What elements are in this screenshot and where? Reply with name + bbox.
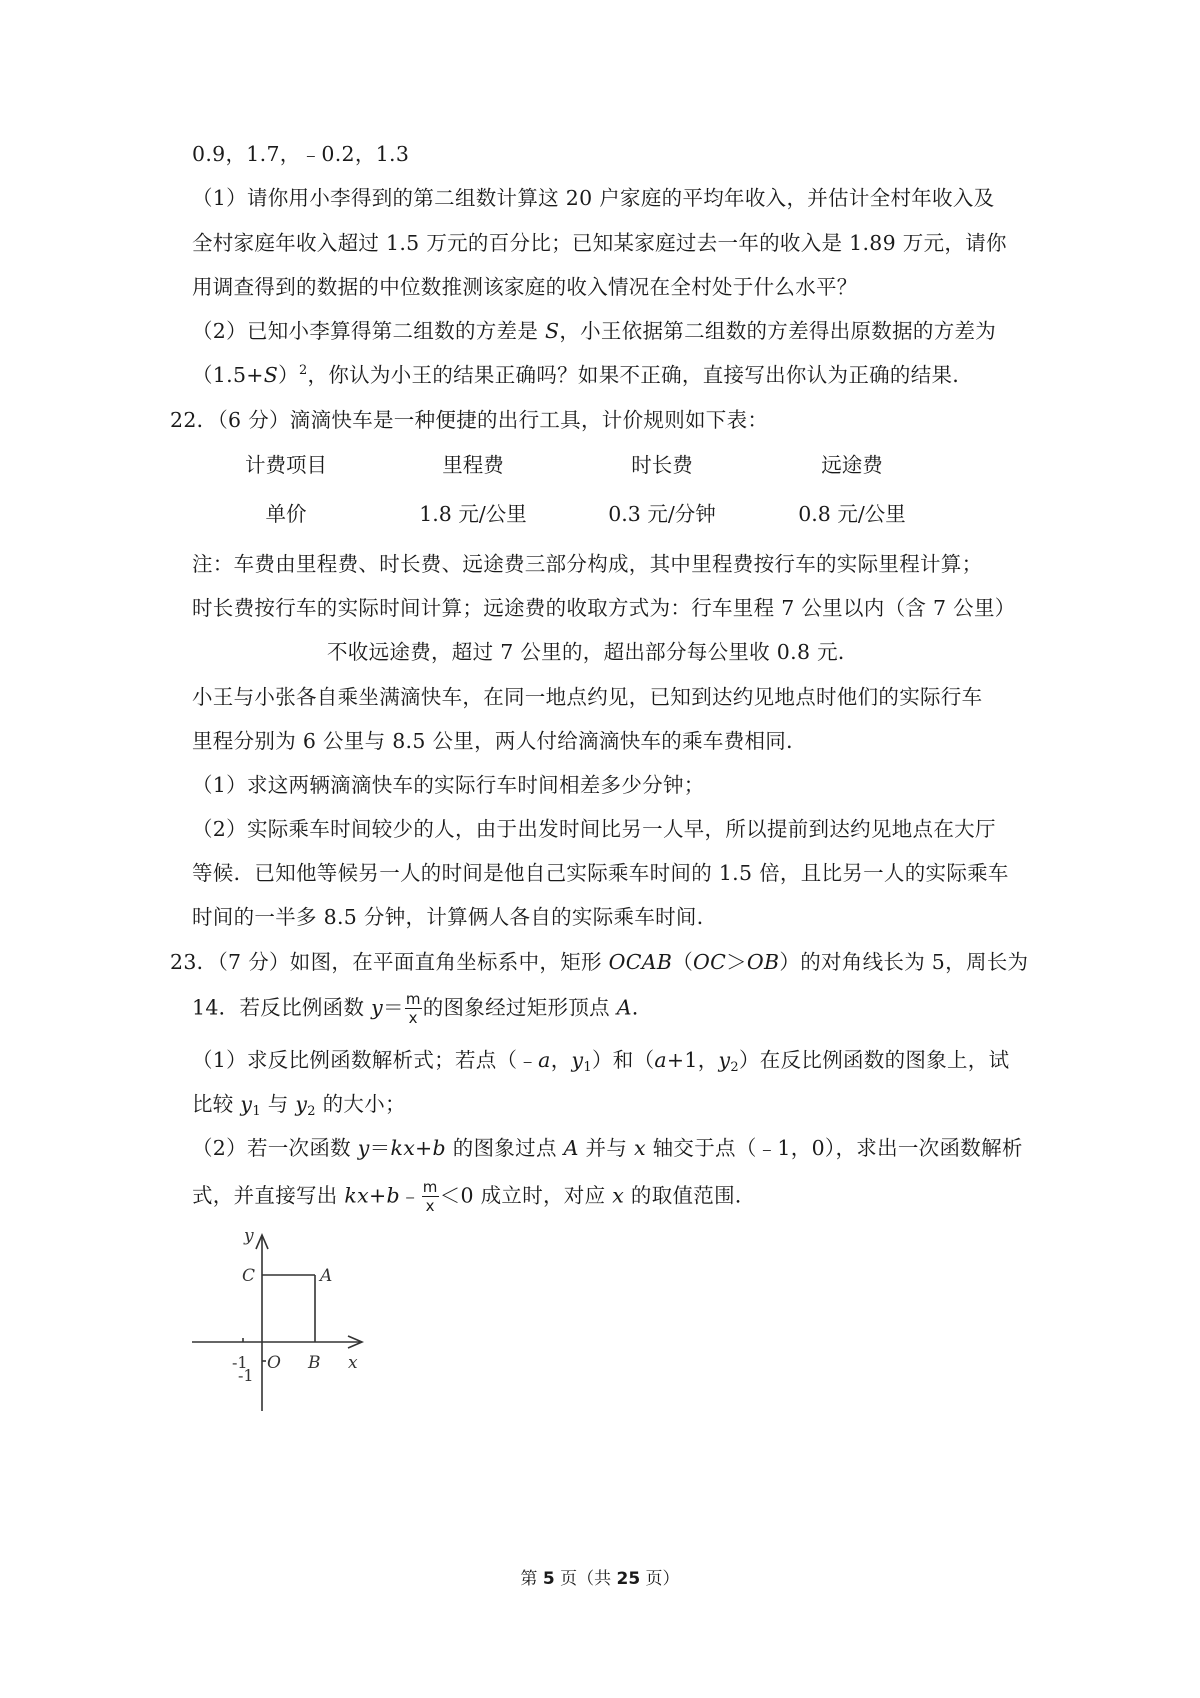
q23-line2: 14．若反比例函数 y＝ $\frac{m}{x}$ 的图象经过矩形顶点 A． — [192, 990, 653, 1027]
q22-body-line2: 里程分别为 6 公里与 8.5 公里，两人付给滴滴快车的乘车费相同． — [192, 729, 807, 753]
q21-part2-line1: （2）已知小李算得第二组数的方差是 S，小王依据第二组数的方差得出原数据的方差为 — [192, 319, 997, 343]
page-footer: 第 5 页（共 25 页） — [520, 1569, 680, 1589]
table-header-item: 计费项目 — [245, 453, 327, 477]
q22-body-line1: 小王与小张各自乘坐满滴快车，在同一地点约见，已知到达约见地点时他们的实际行车 — [192, 685, 983, 709]
q21-part1-line3: 用调查得到的数据的中位数推测该家庭的收入情况在全村处于什么水平？ — [192, 275, 858, 299]
q22-sub1: （1）求这两辆滴滴快车的实际行车时间相差多少分钟； — [192, 773, 705, 797]
table-cell-longdistance-price: 0.8 元/公里 — [798, 502, 906, 526]
q23-sub1-line2: 比较 $y_1$ 与 $y_2$ 的大小； — [192, 1092, 406, 1119]
label-neg1-x: -1 — [232, 1353, 248, 1372]
q22-note-line1: 注：车费由里程费、时长费、远途费三部分构成，其中里程费按行车的实际里程计算； — [192, 552, 983, 576]
table-header-longdistance: 远途费 — [821, 453, 883, 477]
table-row-label: 单价 — [265, 502, 307, 526]
table-cell-mileage-price: 1.8 元/公里 — [419, 502, 527, 526]
table-header-duration: 时长费 — [631, 453, 693, 477]
q22-note-line2: 时长费按行车的实际时间计算；远途费的收取方式为：行车里程 7 公里以内（含 7 公里） — [192, 596, 1016, 620]
q23-line1: 23．（7 分）如图，在平面直角坐标系中，矩形 OCAB（OC＞OB）的对角线长为 5，周长为 — [170, 950, 1029, 974]
q22-sub2-line3: 时间的一半多 8.5 分钟，计算俩人各自的实际乘车时间． — [192, 905, 718, 929]
label-O: O — [267, 1353, 281, 1373]
q22-intro: 22．（6 分）滴滴快车是一种便捷的出行工具，计价规则如下表： — [170, 408, 769, 432]
q21-part1-line2: 全村家庭年收入超过 1.5 万元的百分比；已知某家庭过去一年的收入是 1.89 万元，请你 — [192, 231, 1007, 255]
coordinate-figure — [180, 1225, 380, 1425]
q22-note-line3: 不收远途费，超过 7 公里的，超出部分每公里收 0.8 元． — [327, 640, 859, 664]
fraction-m-over-x-2: $\frac{m}{x}$ — [422, 1178, 438, 1215]
q22-sub2-line1: （2）实际乘车时间较少的人，由于出发时间比另一人早，所以提前到达约见地点在大厅 — [192, 817, 996, 841]
q22-sub2-line2: 等候．已知他等候另一人的时间是他自己实际乘车时间的 1.5 倍，且比另一人的实际乘车 — [192, 861, 1009, 885]
q21-part1-line1: （1）请你用小李得到的第二组数计算这 20 户家庭的平均年收入，并估计全村年收入及 — [192, 186, 995, 210]
page-number: 5 — [542, 1569, 555, 1589]
label-C: C — [242, 1266, 256, 1286]
total-pages: 25 — [616, 1569, 641, 1589]
label-B: B — [308, 1353, 321, 1373]
label-A: A — [320, 1266, 333, 1286]
q21-part2-line2: $(1.5+S)^2$，你认为小王的结果正确吗？如果不正确，直接写出你认为正确的结果． — [192, 363, 974, 387]
label-x: x — [348, 1353, 358, 1373]
fraction-m-over-x: $\frac{m}{x}$ — [405, 990, 421, 1027]
label-neg1-y: -1 — [238, 1366, 254, 1385]
values-line: 0.9，1.7，﹣0.2，1.3 — [192, 142, 410, 166]
label-y: y — [244, 1226, 254, 1246]
table-cell-duration-price: 0.3 元/分钟 — [608, 502, 716, 526]
q23-sub2-line2: 式，并直接写出 kx+b﹣ $\frac{m}{x}$ ＜0 成立时，对应 x 的取值范围． — [192, 1178, 756, 1215]
table-header-mileage: 里程费 — [442, 453, 504, 477]
q23-sub1-line1: （1）求反比例函数解析式；若点（﹣a，$y_1$）和（a+1，$y_2$）在反比例函数的图象上，试 — [192, 1048, 1010, 1075]
q23-sub2-line1: （2）若一次函数 y＝kx+b 的图象过点 A 并与 x 轴交于点（﹣1，0），求出一次函数解析 — [192, 1136, 1023, 1160]
